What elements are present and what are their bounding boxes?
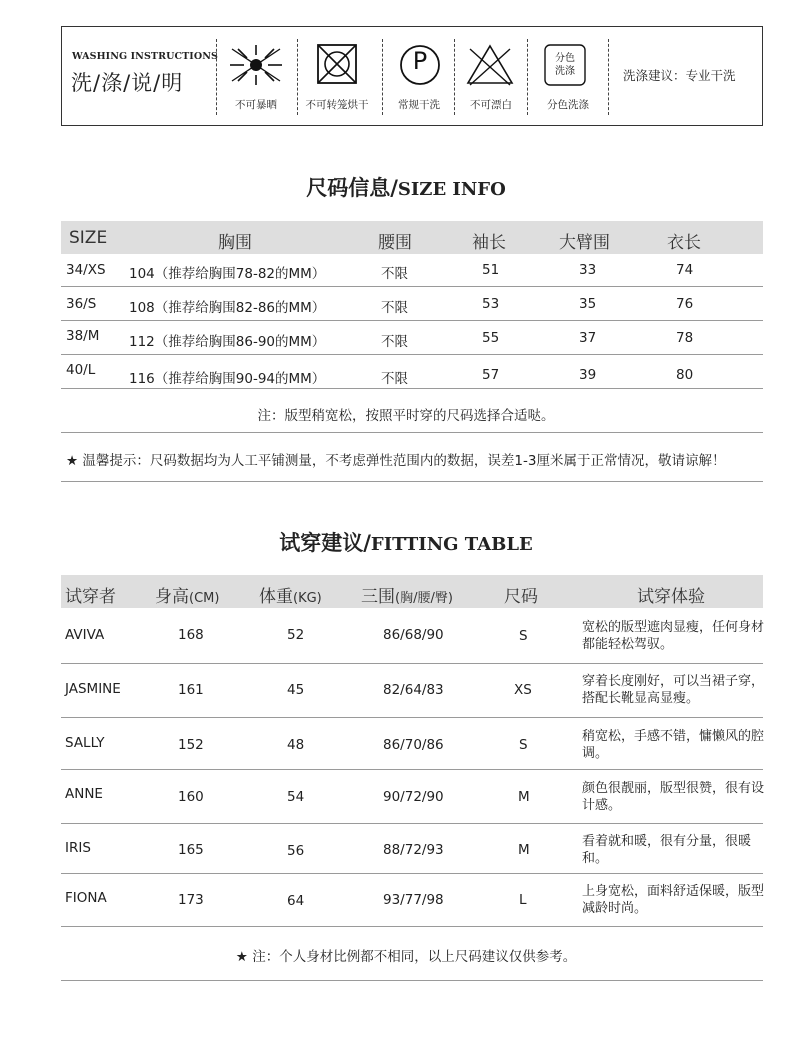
size-cell: S bbox=[519, 737, 528, 753]
size-cell: 36/S bbox=[66, 296, 97, 312]
size-col-header: 尺码 bbox=[504, 587, 538, 607]
size-info-title-en: SIZE INFO bbox=[397, 179, 506, 200]
size-col-header: SIZE bbox=[69, 228, 108, 248]
tester-name: JASMINE bbox=[65, 681, 121, 697]
chest-cell: 108（推荐给胸围82-86的MM） bbox=[129, 300, 326, 316]
weight-cell: 56 bbox=[287, 843, 305, 859]
experience-cell: 颜色很靓丽，版型很赞，很有设计感。 bbox=[582, 781, 765, 813]
table-row bbox=[0, 296, 812, 316]
upper-arm-cell: 33 bbox=[579, 262, 597, 278]
row-divider bbox=[61, 663, 763, 664]
fitting-table-title bbox=[0, 527, 812, 557]
experience-cell: 宽松的版型遮肉显瘦，任何身材都能轻松驾驭。 bbox=[582, 620, 765, 652]
table-row bbox=[0, 882, 812, 922]
experience-cell: 穿着长度刚好，可以当裙子穿，搭配长靴显高显瘦。 bbox=[582, 674, 765, 706]
fitting-title-cn: 试穿建议/ bbox=[279, 531, 371, 555]
tester-name: ANNE bbox=[65, 786, 103, 802]
row-divider bbox=[61, 320, 763, 321]
measure-cell: 93/77/98 bbox=[383, 892, 444, 908]
care-label-no-tumble-dry: 不可转笼烘干 bbox=[305, 99, 369, 111]
height-cell: 165 bbox=[178, 842, 204, 858]
size-cell: XS bbox=[514, 682, 532, 698]
height-header-label: 身高 bbox=[155, 587, 189, 607]
tester-name: IRIS bbox=[65, 840, 91, 856]
waist-cell: 不限 bbox=[381, 371, 408, 387]
table-row bbox=[0, 727, 812, 767]
weight-col-header bbox=[259, 582, 322, 607]
tester-col-header: 试穿者 bbox=[65, 587, 116, 607]
measure-header-unit: (胸/腰/臀) bbox=[395, 591, 453, 606]
dry-clean-p-icon bbox=[390, 41, 450, 89]
size-cell: 38/M bbox=[66, 328, 100, 344]
sleeve-cell: 53 bbox=[482, 296, 500, 312]
care-label-no-sun: 不可暴晒 bbox=[235, 99, 277, 111]
table-row bbox=[0, 779, 812, 819]
weight-cell: 48 bbox=[287, 737, 305, 753]
tester-name: FIONA bbox=[65, 890, 107, 906]
measure-col-header bbox=[361, 582, 453, 607]
fitting-note: ★ 注：个人身材比例都不相同，以上尺码建议仅供参考。 bbox=[235, 949, 577, 965]
dry-clean-symbol: P bbox=[412, 47, 428, 75]
experience-cell: 上身宽松，面料舒适保暖，版型减龄时尚。 bbox=[582, 884, 765, 916]
sleeve-col-header: 袖长 bbox=[472, 233, 506, 253]
no-bleach-icon bbox=[460, 41, 520, 89]
wash-separately-symbol: 分色 洗涤 bbox=[555, 53, 575, 77]
chest-cell: 116（推荐给胸围90-94的MM） bbox=[129, 371, 326, 387]
sleeve-cell: 55 bbox=[482, 330, 500, 346]
height-cell: 168 bbox=[178, 627, 204, 643]
upper-arm-col-header: 大臂围 bbox=[559, 233, 610, 253]
size-cell: 34/XS bbox=[66, 262, 106, 278]
size-cell: M bbox=[518, 789, 530, 805]
washing-title-cn: 洗/涤/说/明 bbox=[71, 71, 184, 95]
height-cell: 160 bbox=[178, 789, 204, 805]
size-cell: S bbox=[519, 628, 528, 644]
table-row bbox=[0, 618, 812, 658]
washing-advice: 洗涤建议：专业干洗 bbox=[623, 68, 736, 83]
waist-col-header: 腰围 bbox=[378, 233, 412, 253]
chest-cell: 104（推荐给胸围78-82的MM） bbox=[129, 266, 326, 282]
row-divider bbox=[61, 926, 763, 927]
size-cell: M bbox=[518, 842, 530, 858]
table-row bbox=[0, 362, 812, 387]
sleeve-cell: 57 bbox=[482, 367, 500, 383]
row-divider bbox=[61, 873, 763, 874]
fitting-table-header bbox=[61, 575, 763, 608]
chest-cell: 112（推荐给胸围86-90的MM） bbox=[129, 334, 326, 350]
care-label-wash-separately: 分色洗涤 bbox=[547, 99, 589, 111]
no-tumble-dry-icon bbox=[310, 41, 370, 89]
section-divider bbox=[61, 481, 763, 482]
length-cell: 78 bbox=[676, 330, 694, 346]
length-cell: 76 bbox=[676, 296, 694, 312]
table-row bbox=[0, 672, 812, 712]
weight-cell: 45 bbox=[287, 682, 305, 698]
length-cell: 80 bbox=[676, 367, 694, 383]
no-sun-icon bbox=[226, 41, 286, 89]
weight-cell: 64 bbox=[287, 893, 305, 909]
chest-col-header: 胸围 bbox=[218, 233, 252, 253]
table-row bbox=[0, 262, 812, 282]
measure-cell: 88/72/93 bbox=[383, 842, 444, 858]
table-row bbox=[0, 330, 812, 350]
height-cell: 152 bbox=[178, 737, 204, 753]
row-divider bbox=[61, 717, 763, 718]
fitting-title-en: FITTING TABLE bbox=[370, 534, 533, 555]
waist-cell: 不限 bbox=[381, 300, 408, 316]
experience-cell: 看着就和暖，很有分量，很暖和。 bbox=[582, 834, 752, 866]
measure-cell: 86/70/86 bbox=[383, 737, 444, 753]
measure-cell: 82/64/83 bbox=[383, 682, 444, 698]
experience-cell: 稍宽松，手感不错，慵懒风的腔调。 bbox=[582, 729, 765, 761]
measure-header-label: 三围 bbox=[361, 587, 395, 607]
table-row bbox=[0, 832, 812, 872]
row-divider bbox=[61, 354, 763, 355]
upper-arm-cell: 37 bbox=[579, 330, 597, 346]
waist-cell: 不限 bbox=[381, 334, 408, 350]
size-table-header bbox=[61, 221, 763, 254]
experience-col-header: 试穿体验 bbox=[637, 587, 705, 607]
section-divider bbox=[61, 432, 763, 433]
sleeve-cell: 51 bbox=[482, 262, 500, 278]
tester-name: AVIVA bbox=[65, 627, 105, 643]
size-note: 注：版型稍宽松，按照平时穿的尺码选择合适哒。 bbox=[257, 408, 555, 424]
measure-cell: 86/68/90 bbox=[383, 627, 444, 643]
tester-name: SALLY bbox=[65, 735, 105, 751]
size-cell: L bbox=[519, 892, 527, 908]
care-label-no-bleach: 不可漂白 bbox=[470, 99, 512, 111]
washing-instructions-box bbox=[61, 26, 763, 126]
weight-header-label: 体重 bbox=[259, 587, 293, 607]
height-header-unit: (CM) bbox=[189, 591, 220, 606]
waist-cell: 不限 bbox=[381, 266, 408, 282]
size-info-title-cn: 尺码信息/ bbox=[306, 176, 398, 200]
row-divider bbox=[61, 769, 763, 770]
upper-arm-cell: 35 bbox=[579, 296, 597, 312]
weight-header-unit: (KG) bbox=[293, 591, 322, 606]
weight-cell: 52 bbox=[287, 627, 305, 643]
wash-separately-icon bbox=[538, 41, 598, 89]
measure-cell: 90/72/90 bbox=[383, 789, 444, 805]
length-col-header: 衣长 bbox=[667, 233, 701, 253]
size-info-title bbox=[0, 172, 812, 202]
row-divider bbox=[61, 286, 763, 287]
measurement-tip: ★ 温馨提示：尺码数据均为人工平铺测量，不考虑弹性范围内的数据，误差1-3厘米属于正常情况，敬请谅解！ bbox=[66, 453, 726, 469]
weight-cell: 54 bbox=[287, 789, 305, 805]
washing-title-en: WASHING INSTRUCTIONS bbox=[72, 51, 218, 62]
height-col-header bbox=[155, 582, 219, 607]
height-cell: 173 bbox=[178, 892, 204, 908]
length-cell: 74 bbox=[676, 262, 694, 278]
height-cell: 161 bbox=[178, 682, 204, 698]
care-label-dry-clean: 常规干洗 bbox=[398, 99, 440, 111]
row-divider bbox=[61, 823, 763, 824]
upper-arm-cell: 39 bbox=[579, 367, 597, 383]
size-cell: 40/L bbox=[66, 362, 96, 378]
row-divider bbox=[61, 388, 763, 389]
section-divider bbox=[61, 980, 763, 981]
